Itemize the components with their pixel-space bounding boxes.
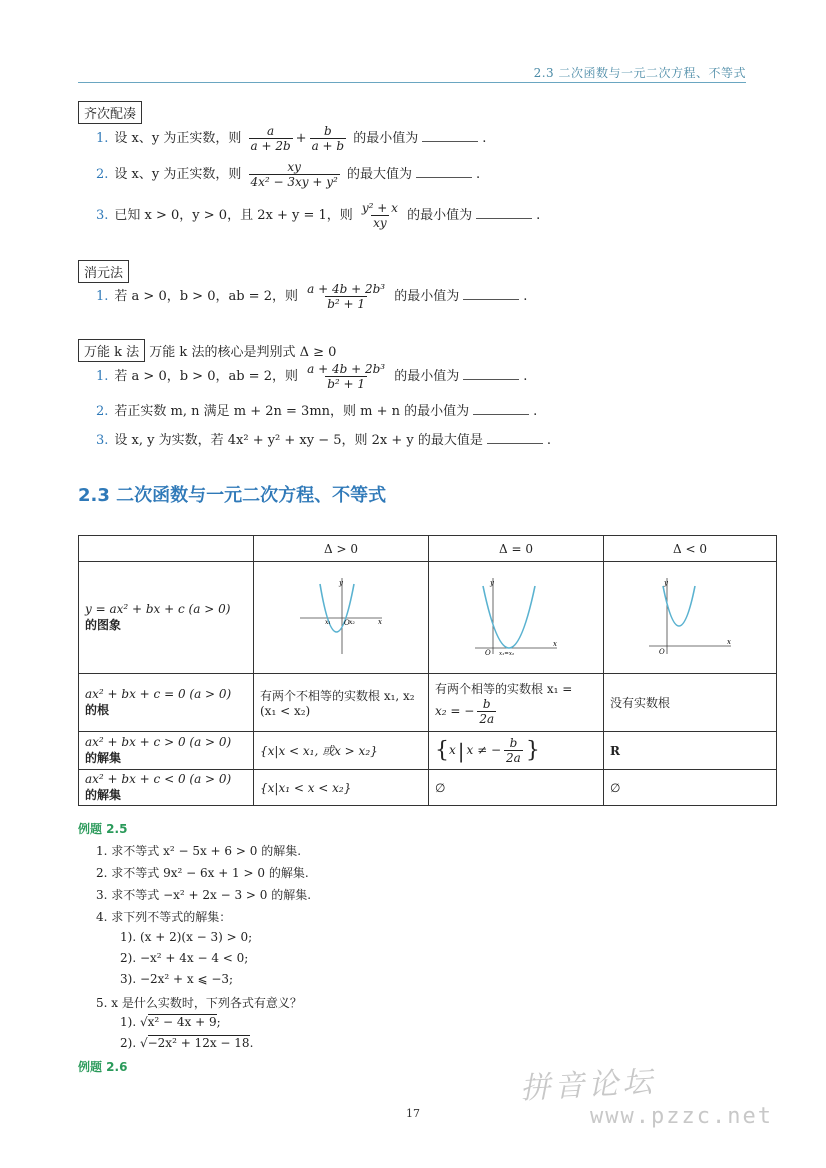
- discriminant-table: [78, 535, 777, 806]
- cell-gt-none: R: [604, 732, 777, 770]
- col-header: Δ < 0: [604, 536, 777, 562]
- sub-item: 2). −x² + 4x − 4 < 0;: [120, 951, 249, 965]
- cell-lt-one: ∅: [429, 770, 604, 806]
- svg-text:O: O: [485, 649, 491, 656]
- list-item: 4. 求下列不等式的解集：: [96, 910, 232, 924]
- parabola-graph-two-roots: [296, 576, 386, 656]
- svg-text:O: O: [659, 648, 665, 656]
- header-rule: [78, 82, 746, 83]
- svg-text:x₁=x₂: x₁=x₂: [499, 651, 515, 656]
- svg-text:O: O: [344, 619, 350, 627]
- svg-text:y: y: [490, 579, 494, 587]
- section-homogeneous: [78, 101, 142, 124]
- section-label: 齐次配凑: [78, 101, 142, 124]
- watermark-url: www.pzzc.net: [590, 1104, 773, 1129]
- cell-gt-two: {x|x < x₁, 或x > x₂}: [254, 732, 429, 770]
- running-header: 2.3 二次函数与一元二次方程、不等式: [533, 66, 746, 80]
- svg-text:x: x: [378, 618, 382, 626]
- sub-item: 2). √−2x² + 12x − 18.: [120, 1036, 254, 1050]
- cell-roots-none: 没有实数根: [604, 674, 777, 732]
- graph-no-root: [604, 562, 777, 674]
- list-item: 1. 求不等式 x² − 5x + 6 > 0 的解集.: [96, 844, 302, 858]
- cell-lt-two: {x|x₁ < x < x₂}: [254, 770, 429, 806]
- cell-roots-two: 有两个不相等的实数根 x₁, x₂ (x₁ < x₂): [254, 674, 429, 732]
- cell-roots-one: 有两个相等的实数根 x₁ = x₂ = − $\frac{b}{2a}$: [429, 674, 604, 732]
- graph-two-roots: [254, 562, 429, 674]
- section-universal-k: [78, 339, 336, 362]
- cell-gt-one: {x | x ≠ − $\frac{b}{2a}$ }: [429, 732, 604, 770]
- watermark-logo: 拼音论坛: [519, 1064, 658, 1107]
- section-note: 万能 k 法的核心是判别式 Δ ≥ 0: [149, 345, 337, 360]
- list-item: 3. 求不等式 −x² + 2x − 3 > 0 的解集.: [96, 888, 312, 902]
- sub-item: 1). (x + 2)(x − 3) > 0;: [120, 930, 253, 944]
- svg-text:x: x: [727, 638, 731, 646]
- col-header: Δ > 0: [254, 536, 429, 562]
- section-label: 万能 k 法: [78, 339, 145, 362]
- problem-item: 3. 设 x, y 为实数，若 4x² + y² + xy − 5，则 2x + y 的最大值是 .: [96, 433, 552, 448]
- parabola-graph-one-root: [471, 576, 561, 656]
- table-corner: [79, 536, 254, 562]
- graph-one-root: [429, 562, 604, 674]
- problem-item: 1. 若 a > 0，b > 0，ab = 2，则 $\frac{\text{a + 4b + 2b³}}{\text{b² + 1}}$ 的最小值为 .: [96, 282, 528, 311]
- row-label: ax² + bx + c > 0 (a > 0) 的解集: [79, 732, 254, 770]
- section-elimination: [78, 260, 129, 283]
- parabola-graph-no-root: [645, 576, 735, 656]
- list-item: 2. 求不等式 9x² − 6x + 1 > 0 的解集.: [96, 866, 309, 880]
- col-header: Δ = 0: [429, 536, 604, 562]
- cell-lt-none: ∅: [604, 770, 777, 806]
- problem-item: 1. 设 x、y 为正实数，则 $\frac{a}{a + 2b}$ + $\frac{b}{a + b}$ 的最小值为 .: [96, 124, 487, 153]
- section-label: 消元法: [78, 260, 129, 283]
- sub-item: 1). √x² − 4x + 9;: [120, 1015, 221, 1029]
- page-number: 17: [406, 1107, 420, 1120]
- list-item: 5. x 是什么实数时，下列各式有意义？: [96, 996, 302, 1010]
- svg-text:y: y: [664, 579, 668, 587]
- problem-item: 2. 设 x、y 为正实数，则 $\frac{xy}{\text{4x² − 3xy + y²}}$ 的最大值为 .: [96, 160, 481, 189]
- row-label: ax² + bx + c < 0 (a > 0) 的解集: [79, 770, 254, 806]
- svg-text:x₁: x₁: [325, 619, 331, 626]
- svg-text:x: x: [553, 640, 557, 648]
- problem-item: 3. 已知 x > 0，y > 0，且 2x + y = 1，则 $\frac{\text{y² + x}}{xy}$ 的最小值为 .: [96, 201, 541, 230]
- problem-item: 1. 若 a > 0，b > 0，ab = 2，则 $\frac{\text{a + 4b + 2b³}}{\text{b² + 1}}$ 的最小值为 .: [96, 362, 528, 391]
- row-label: ax² + bx + c = 0 (a > 0) 的根: [79, 674, 254, 732]
- problem-item: 2. 若正实数 m, n 满足 m + 2n = 3mn，则 m + n 的最小值为 .: [96, 404, 538, 419]
- row-label: y = ax² + bx + c (a > 0) 的图象: [79, 562, 254, 674]
- section-heading: 2.3 二次函数与一元二次方程、不等式: [78, 485, 387, 506]
- svg-text:x₂: x₂: [349, 619, 355, 626]
- example-title: 例题 2.6: [78, 1060, 128, 1074]
- example-title: 例题 2.5: [78, 822, 128, 836]
- sub-item: 3). −2x² + x ⩽ −3;: [120, 972, 234, 986]
- svg-text:y: y: [339, 579, 343, 587]
